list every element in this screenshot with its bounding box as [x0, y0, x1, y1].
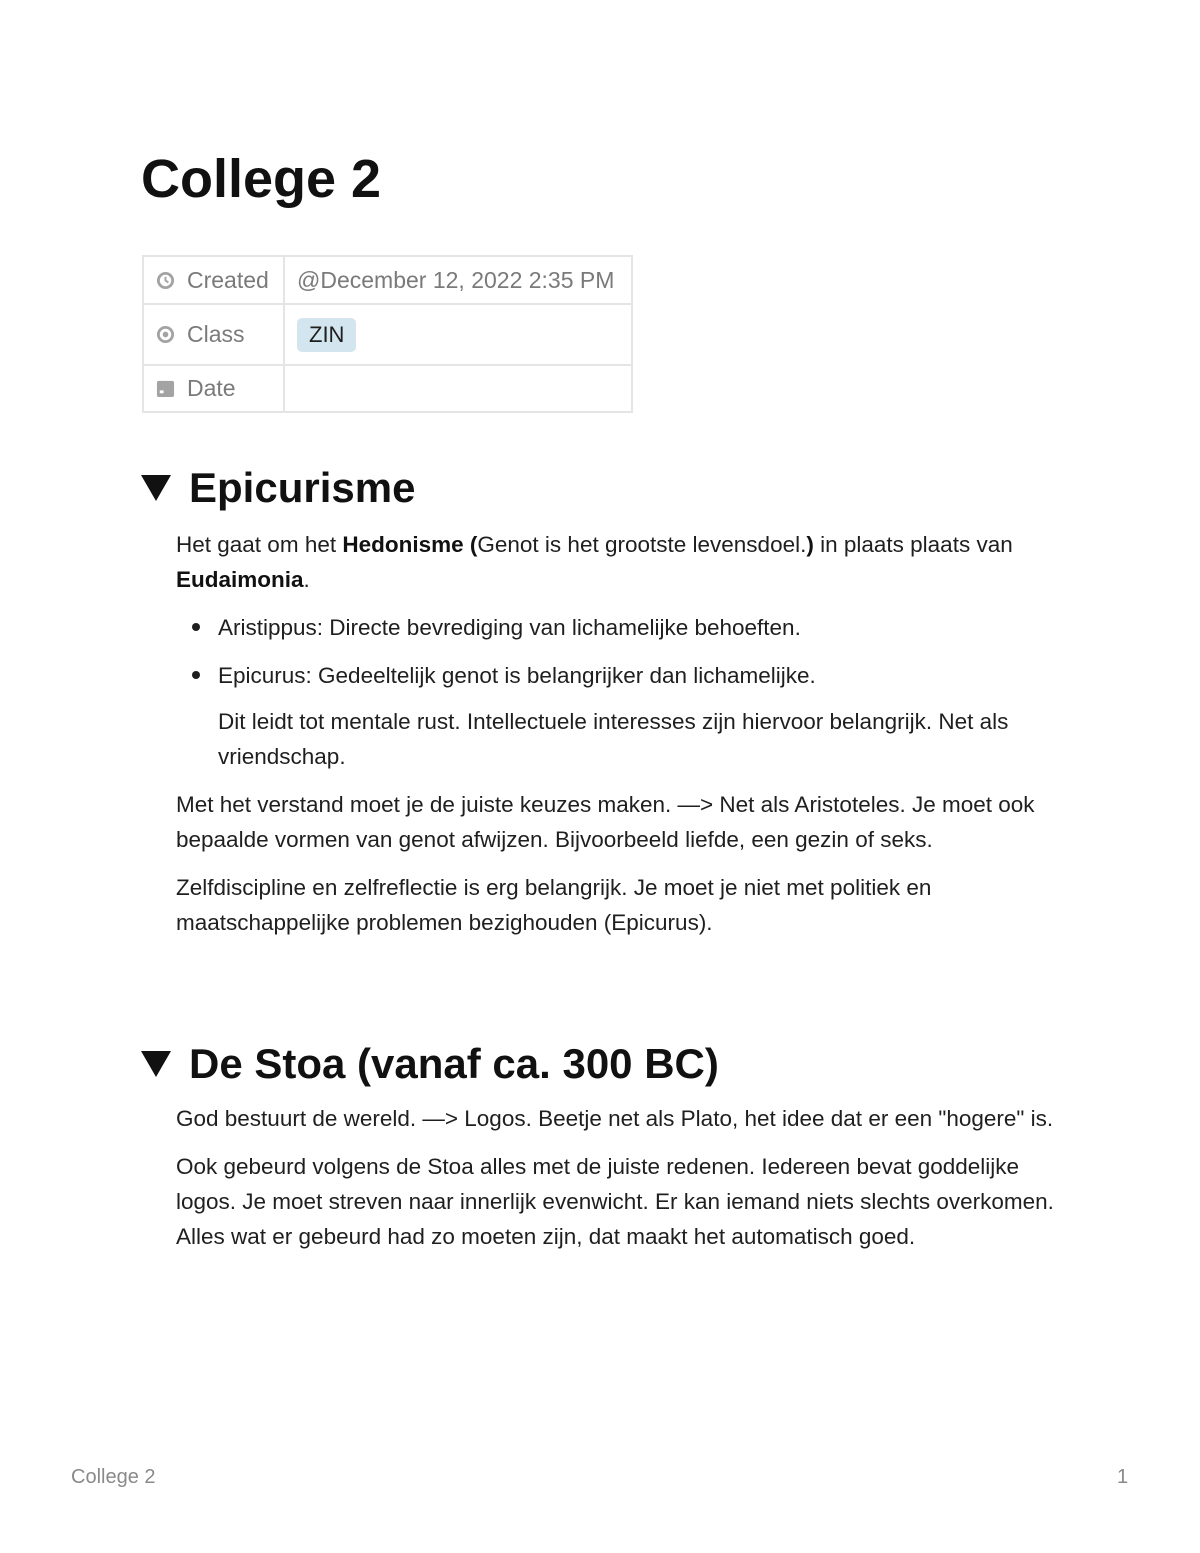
created-label: Created [187, 266, 269, 293]
class-value[interactable] [284, 304, 632, 365]
heading-text: De Stoa (vanaf ca. 300 BC) [189, 1040, 719, 1087]
toggle-heading-epicurisme[interactable] [141, 462, 415, 514]
property-name-cell [143, 256, 284, 304]
section-body-epicurisme [176, 527, 1076, 953]
property-name-cell [143, 365, 284, 412]
clock-icon [156, 271, 175, 290]
bullet-continuation: Dit leidt tot mentale rust. Intellectuele interesses zijn hiervoor belangrijk. Net als vriendschap. [218, 709, 1009, 769]
class-tag[interactable]: ZIN [297, 318, 356, 352]
property-row-class [143, 304, 632, 365]
date-label: Date [187, 375, 236, 401]
properties-table [142, 255, 633, 413]
section-body-de-stoa [176, 1101, 1076, 1267]
bullet-dot-icon [192, 671, 200, 679]
calendar-icon [156, 379, 175, 398]
target-icon [156, 325, 175, 344]
bullet-list [176, 610, 1076, 774]
property-row-created [143, 256, 632, 304]
intro-paragraph: Het gaat om het Hedonisme (Genot is het grootste levensdoel.) in plaats plaats van Eudaimonia. [176, 532, 1013, 592]
bullet-dot-icon [192, 623, 200, 631]
created-value[interactable]: @December 12, 2022 2:35 PM [284, 256, 632, 304]
paragraph: God bestuurt de wereld. —> Logos. Beetje net als Plato, het idee dat er een "hogere" is. [176, 1106, 1054, 1131]
toggle-triangle-icon[interactable] [141, 1051, 171, 1077]
paragraph: Met het verstand moet je de juiste keuzes maken. —> Net als Aristoteles. Je moet ook bepaalde vormen van genot afwijzen. Bijvoorbeeld liefde, een gezin of seks. [176, 792, 1035, 852]
paragraph: Ook gebeurd volgens de Stoa alles met de juiste redenen. Iedereen bevat goddelijke logos. Je moet streven naar innerlijk evenwicht. Er kan iemand niets slechts overkomen. Alles wat er gebeurd had zo moeten zijn, dat maakt het automatisch goed. [176, 1154, 1054, 1249]
property-name-cell [143, 304, 284, 365]
property-row-date [143, 365, 632, 412]
date-value[interactable] [284, 365, 632, 412]
list-item: Epicurus: Gedeeltelijk genot is belangrijker dan lichamelijke. [176, 658, 1076, 693]
toggle-heading-de-stoa[interactable] [141, 1038, 719, 1090]
toggle-triangle-icon[interactable] [141, 475, 171, 501]
paragraph: Zelfdiscipline en zelfreflectie is erg belangrijk. Je moet je niet met politiek en maatschappelijke problemen bezighouden (Epicurus). [176, 875, 932, 935]
heading-text: Epicurisme [189, 464, 416, 511]
footer-document-name: College 2 [71, 1466, 156, 1488]
footer-page-number: 1 [1117, 1466, 1129, 1488]
page-title: College 2 [141, 149, 382, 209]
list-item: Aristippus: Directe bevrediging van lichamelijke behoeften. [176, 610, 1076, 645]
class-label: Class [187, 321, 245, 347]
